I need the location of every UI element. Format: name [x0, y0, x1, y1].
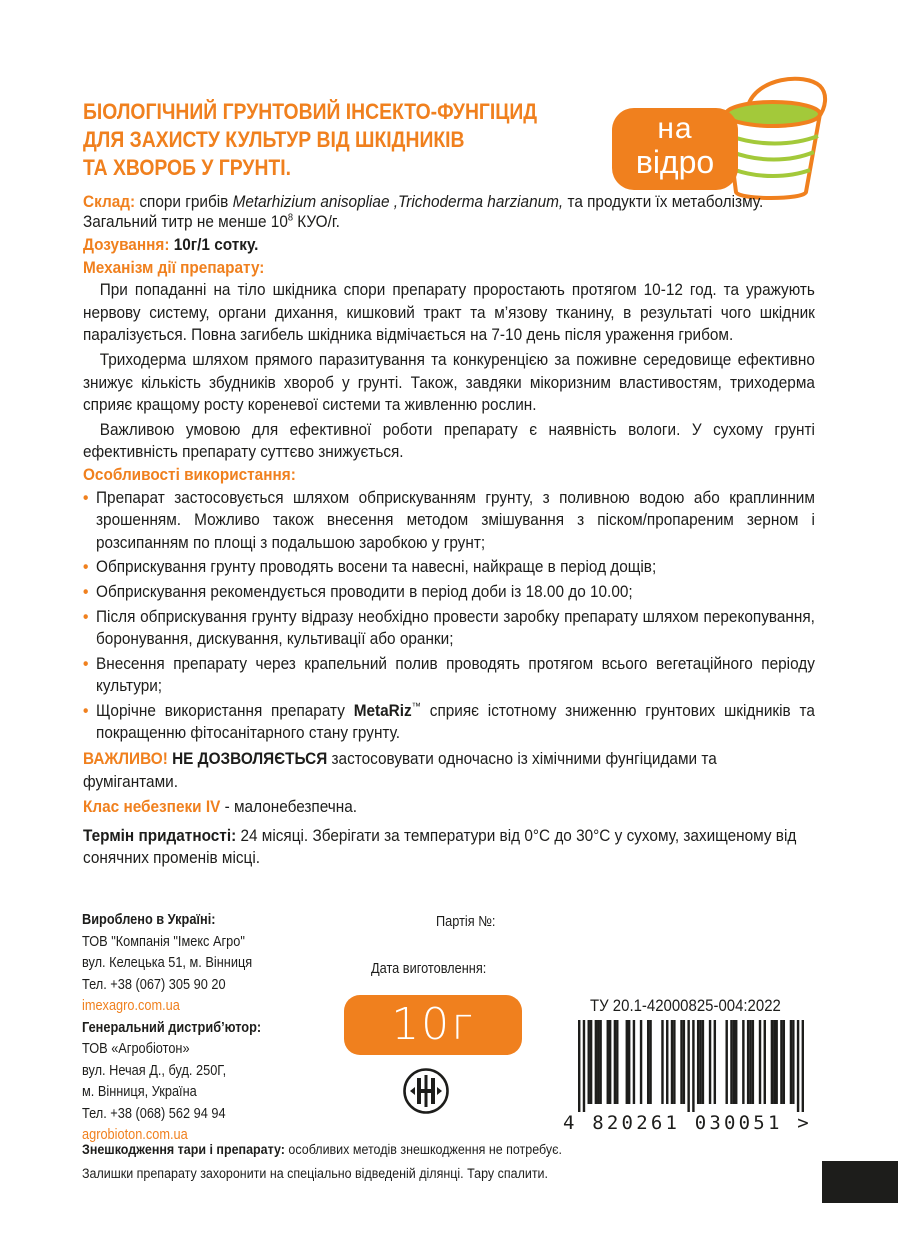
barcode-bar [599, 1020, 601, 1104]
barcode-bar [590, 1020, 592, 1104]
barcode-bar [725, 1020, 727, 1104]
distributor-line: ТОВ «Агробіотон» [82, 1041, 190, 1057]
trademark: ™ [411, 701, 421, 713]
title-line-2: ДЛЯ ЗАХИСТУ КУЛЬТУР ВІД ШКІДНИКІВ [83, 127, 465, 152]
barcode-digits: 4 820261 030051 > [563, 1112, 812, 1134]
tu-code [590, 996, 807, 1016]
barcode-bar [614, 1020, 616, 1104]
warning [83, 748, 815, 793]
barcode-bar [633, 1020, 635, 1104]
warning-text: застосовувати одночасно із хімічними фунгіцидами та фумігантами. [83, 750, 717, 791]
barcode-bar [783, 1020, 785, 1104]
barcode-bar [780, 1020, 782, 1104]
usage-item: • Препарат застосовується шляхом обприскуванням грунту, з поливною водою або краплинним зрошенням. Можливо також внесення методом змішування з піском/пропареним зерном і розсипанням по площі з подальшою заробкою у грунт; [83, 487, 815, 555]
barcode-bar [749, 1020, 751, 1104]
distributor-line: Тел. +38 (068) 562 94 94 [82, 1105, 226, 1122]
manufacturer-line: Тел. +38 (067) 305 90 20 [82, 976, 226, 993]
disposal-text: особливих методів знешкодження не потребує. [284, 1142, 562, 1158]
usage-item: • Обприскування грунту проводять восени та навесні, найкраще в період дощів; [83, 556, 815, 579]
badge-line-1: на [657, 112, 693, 145]
composition-text-a: спори грибів [135, 193, 233, 211]
na-vidro-badge [612, 108, 738, 190]
black-block [822, 1161, 898, 1203]
barcode-bar [683, 1020, 685, 1104]
barcode-bar [735, 1020, 737, 1104]
composition-label: Склад: [83, 193, 136, 211]
barcode-bar [640, 1020, 642, 1104]
barcode-bar [771, 1020, 773, 1104]
barcode-bar [802, 1020, 804, 1112]
barcode-bar [607, 1020, 609, 1104]
usage-item [83, 700, 815, 745]
barcode [578, 1020, 804, 1112]
usage-item: • Після обприскування грунту відразу необхідно провести заробку препарату шляхом перекопування, боронування, дискування, культивації або оранки; [83, 606, 815, 651]
manufacturer-line: вул. Келецька 51, м. Вінниця [82, 955, 253, 971]
usage-item: • Внесення препарату через крапельний полив проводять протягом всього вегетаційного періоду культури; [83, 653, 815, 698]
barcode-bar [702, 1020, 704, 1104]
barcode-bar [797, 1020, 799, 1112]
composition-text-b: та продукти їх метаболізму. Загальний титр не менше 10 [83, 193, 764, 231]
barcode-bar [626, 1020, 628, 1104]
composition-text-c: КУО/г. [293, 213, 340, 231]
barcode-bar [649, 1020, 651, 1104]
barcode-bar [661, 1020, 663, 1104]
production-date-text: Дата виготовлення: [371, 961, 487, 977]
barcode-bar [666, 1020, 668, 1104]
mechanism-paragraph: Триходерма шляхом прямого паразитування та конкуренцією за поживне середовище ефективно знижує кількість збудників хвороб у грунті. Також, завдяки мікоризним властивостям, триходерма сприяє кращому росту кореневої системи та живленню рослин. [83, 350, 815, 415]
barcode-bar [752, 1020, 754, 1104]
usage-heading: Особливості використання: [83, 465, 296, 484]
usage-last-before: Щорічне використання препарату [96, 701, 354, 720]
barcode-bar [790, 1020, 792, 1104]
barcode-bar [792, 1020, 794, 1104]
barcode-bar [687, 1020, 689, 1112]
mechanism-heading: Механізм дії препарату: [83, 258, 265, 277]
species-names: Metarhizium anisopliae ,Trichoderma harzianum, [232, 193, 564, 211]
product-title [83, 98, 539, 182]
dosage-label: Дозування: [83, 236, 170, 254]
barcode-bar [709, 1020, 711, 1104]
barcode-bar [597, 1020, 599, 1104]
dosage [83, 234, 815, 257]
shelf-life [83, 825, 815, 870]
barcode-bar [730, 1020, 732, 1104]
net-weight-badge: 10г [344, 995, 522, 1055]
barcode-bar [747, 1020, 749, 1104]
usage-last-after: сприяє істотному зниженню грунтових шкідників та покращенню фітосанітарного стану грунту. [96, 701, 815, 743]
distributor-label: Генеральний дистриб’ютор: [82, 1019, 262, 1036]
hazard-label: Клас небезпеки IV [83, 798, 221, 817]
distributor-website-link[interactable]: agrobioton.com.ua [82, 1127, 188, 1143]
barcode-bar [578, 1020, 580, 1112]
barcode-bar [759, 1020, 761, 1104]
barcode-bar [609, 1020, 611, 1104]
barcode-bar [699, 1020, 701, 1104]
batch-number-label [436, 914, 504, 930]
manufacturer-website-link[interactable]: imexagro.com.ua [82, 998, 180, 1014]
dosage-value: 10г/1 сотку. [169, 236, 259, 254]
manufacturer-label: Вироблено в Україні: [82, 912, 216, 928]
barcode-bar [595, 1020, 597, 1104]
barcode-bar [742, 1020, 744, 1104]
badge-line-2: відро [635, 144, 715, 180]
barcode-bar [671, 1020, 673, 1104]
barcode-bar [692, 1020, 694, 1112]
barcode-bar [733, 1020, 735, 1104]
warning-not-allowed: НЕ ДОЗВОЛЯЄТЬСЯ [167, 750, 328, 769]
manufacturer-line: ТОВ "Компанія "Імекс Агро" [82, 933, 245, 950]
barcode-bar [764, 1020, 766, 1104]
barcode-bar [697, 1020, 699, 1104]
disposal-line-1 [82, 1138, 786, 1162]
distributor-line: вул. Нечая Д., буд. 250Г, [82, 1062, 227, 1079]
composition [83, 192, 815, 232]
batch-number-text: Партія №: [436, 914, 496, 930]
disposal-line-2: Залишки препарату захоронити на спеціально відведеній ділянці. Тару спалити. [82, 1166, 549, 1182]
mechanism-paragraph: При попаданні на тіло шкідника спори препарату проростають протягом 10-12 год. та уражують нервову систему, органи дихання, кишковий тракт та м’язову тканину, в результаті чого шкідник паралізується. Повна загибель шкідника відмічається на 7-10 день після ураження грибом. [83, 281, 815, 345]
tu-code-text: ТУ 20.1-42000825-004:2022 [590, 996, 781, 1015]
disposal-info [82, 1138, 782, 1186]
usage-item: • Обприскування рекомендується проводити в період доби із 18.00 до 10.00; [83, 581, 815, 604]
title-line-1: БІОЛОГІЧНИЙ ГРУНТОВИЙ ІНСЕКТО-ФУНГІЦИД [83, 99, 538, 124]
shelf-life-label: Термін придатності: [83, 826, 237, 845]
barcode-bar [588, 1020, 590, 1104]
brand-name: MetaRiz [353, 701, 412, 720]
barcode-bar [647, 1020, 649, 1104]
barcode-bar [673, 1020, 675, 1104]
disposal-label: Знешкодження тари і препарату: [82, 1142, 285, 1158]
barcode-bar [714, 1020, 716, 1104]
label-body [83, 192, 815, 870]
mechanism-paragraph: Важливою умовою для ефективної роботи препарату є наявність вологи. У сухому грунті ефективність препарату суттєво знижується. [83, 420, 815, 462]
barcode-bar [583, 1020, 585, 1112]
exponent: 8 [287, 212, 294, 224]
shelf-life-text: 24 місяці. Зберігати за температури від 0°С до 30°С у сухому, захищеному від сонячних променів місці. [83, 826, 797, 868]
barcode-bar [773, 1020, 775, 1104]
production-date-label [371, 961, 502, 977]
barcode-bar [775, 1020, 777, 1104]
company-info [82, 910, 332, 1147]
distributor-line: м. Вінниця, Україна [82, 1084, 197, 1100]
barcode-bar [616, 1020, 618, 1104]
certification-icon [402, 1067, 450, 1115]
hazard-text: - малонебезпечна. [220, 798, 358, 817]
title-line-3: ТА ХВОРОБ У ГРУНТІ. [83, 155, 292, 180]
hazard-class [83, 796, 815, 819]
barcode-bar [680, 1020, 682, 1104]
warning-important: ВАЖЛИВО! [83, 750, 168, 769]
barcode-bar [628, 1020, 630, 1104]
